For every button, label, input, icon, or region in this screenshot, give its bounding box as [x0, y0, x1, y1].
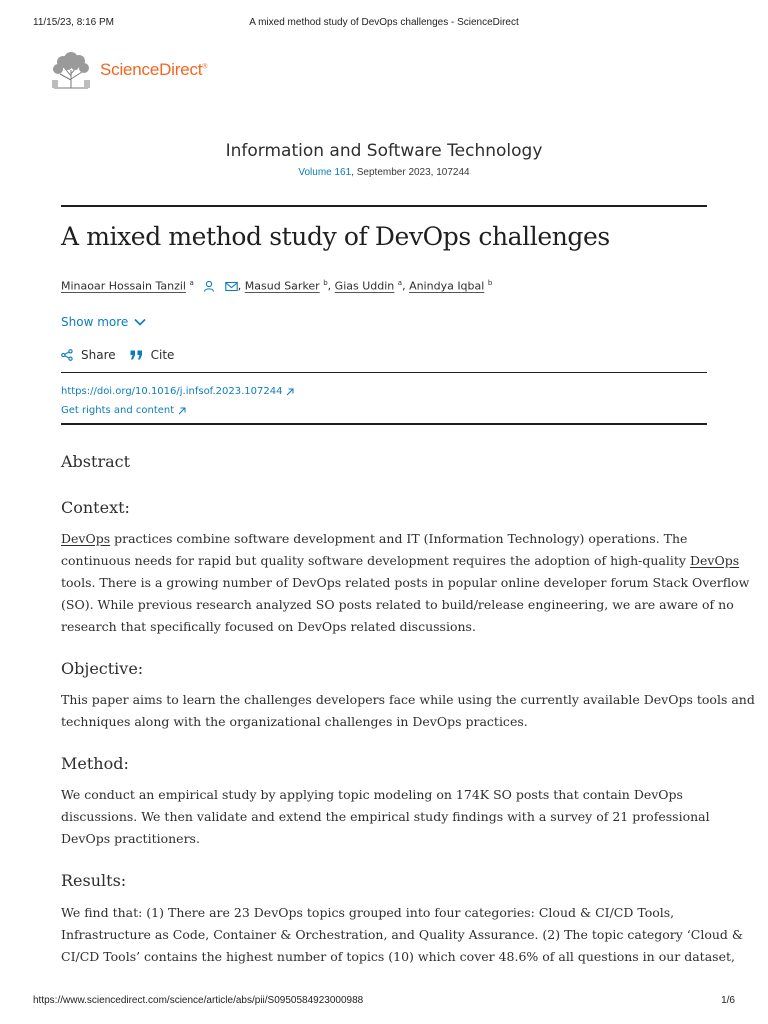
print-url: https://www.sciencedirect.com/science/article/abs/pii/S0950584923000988 — [33, 995, 364, 1006]
author-list: Minaoar Hossain Tanzil $^a$ , Masud Sarker $^b$, Gias Uddin $^a$, Anindya Iqbal $^b$ — [61, 279, 493, 293]
line-text: continuous needs for rapid but quality software development requires the adoption of high-quality — [61, 553, 690, 568]
cite-button[interactable] — [130, 348, 175, 362]
paragraph-line: (SO). While previous research analyzed SO posts related to build/release engineering, we are aware of no — [61, 597, 734, 612]
author-affiliation: a — [189, 279, 194, 287]
objective-paragraph — [61, 689, 755, 733]
share-label: Share — [81, 348, 116, 362]
share-icon — [61, 349, 73, 361]
volume-date: , September 2023, 107244 — [351, 167, 470, 178]
print-datetime: 11/15/23, 8:16 PM — [33, 17, 114, 28]
paragraph-line: Infrastructure as Code, Container & Orchestration, and Quality Assurance. (2) The topic category ‘Cloud & — [61, 927, 743, 942]
divider — [61, 423, 707, 425]
results-paragraph — [61, 902, 743, 968]
author-name[interactable]: Anindya Iqbal — [409, 279, 485, 293]
journal-title[interactable]: Information and Software Technology — [225, 141, 543, 161]
doi-link[interactable]: https://doi.org/10.1016/j.infsof.2023.107244 — [61, 386, 283, 397]
line-text: practices combine software development and IT (Information Technology) operations. The — [110, 531, 688, 546]
article-actions — [61, 348, 174, 362]
divider — [61, 372, 707, 373]
author-name[interactable]: Minaoar Hossain Tanzil — [61, 279, 186, 293]
method-heading: Method: — [61, 754, 129, 773]
print-page-title: A mixed method study of DevOps challenges - ScienceDirect — [249, 17, 519, 28]
page-number: 1/6 — [721, 995, 735, 1006]
cite-label: Cite — [150, 348, 175, 362]
results-heading: Results: — [61, 871, 127, 890]
brand-name: ScienceDirect® — [100, 60, 208, 79]
glossary-term-link[interactable]: DevOps — [689, 553, 740, 568]
author-affiliation: b — [487, 279, 493, 287]
print-header — [0, 17, 768, 31]
author-affiliation: a — [397, 279, 403, 287]
divider — [61, 205, 707, 207]
print-footer — [0, 995, 768, 1009]
paragraph-line: discussions. We then validate and extend the empirical study findings with a survey of 21 professional — [61, 809, 710, 824]
rights-row — [61, 401, 294, 420]
paragraph-line: This paper aims to learn the challenges developers face while using the currently available DevOps tools and — [61, 692, 755, 707]
paragraph-line: We conduct an empirical study by applying topic modeling on 174K SO posts that contain DevOps — [61, 787, 683, 802]
paragraph-line: tools. There is a growing number of DevOps related posts in popular online developer forum Stack Overflow — [61, 575, 750, 590]
rights-link[interactable]: Get rights and content — [61, 405, 175, 416]
author-name[interactable]: Gias Uddin — [334, 279, 395, 293]
method-paragraph — [61, 784, 721, 850]
volume-info — [0, 167, 768, 178]
article-links — [61, 382, 294, 420]
author-affiliation: b — [323, 279, 328, 287]
author-name[interactable]: Masud Sarker — [244, 279, 320, 293]
paragraph-line: techniques along with the organizational challenges in DevOps practices. — [61, 714, 528, 729]
sciencedirect-logo[interactable] — [48, 48, 207, 92]
paragraph-line: research that specifically focused on DevOps related discussions. — [61, 619, 476, 634]
context-heading: Context: — [61, 498, 130, 517]
abstract-heading: Abstract — [61, 452, 131, 471]
person-icon[interactable] — [203, 280, 215, 295]
envelope-icon[interactable] — [225, 281, 238, 295]
show-more-label: Show more — [61, 315, 129, 329]
paragraph-line: We find that: (1) There are 23 DevOps topics grouped into four categories: Cloud & CI/CD Tools, — [61, 905, 675, 920]
volume-link[interactable]: Volume 161 — [298, 167, 352, 178]
paragraph-line — [61, 528, 721, 550]
external-link-icon — [178, 407, 186, 415]
doi-row — [61, 382, 294, 401]
article-title: A mixed method study of DevOps challenges — [61, 222, 610, 251]
paragraph-line: DevOps practitioners. — [61, 831, 200, 846]
paragraph-line — [61, 550, 740, 572]
chevron-down-icon — [134, 318, 146, 326]
glossary-term-link[interactable]: DevOps — [61, 531, 111, 546]
quote-icon — [130, 350, 143, 360]
objective-heading: Objective: — [61, 659, 144, 678]
external-link-icon — [286, 388, 294, 396]
elsevier-tree-icon — [48, 50, 94, 90]
context-paragraph — [61, 528, 750, 638]
share-button[interactable] — [61, 348, 116, 362]
paragraph-line: CI/CD Tools’ contains the highest number of topics (10) which cover 48.6% of all questions in our dataset, — [61, 949, 735, 964]
show-more-button[interactable] — [61, 315, 146, 329]
